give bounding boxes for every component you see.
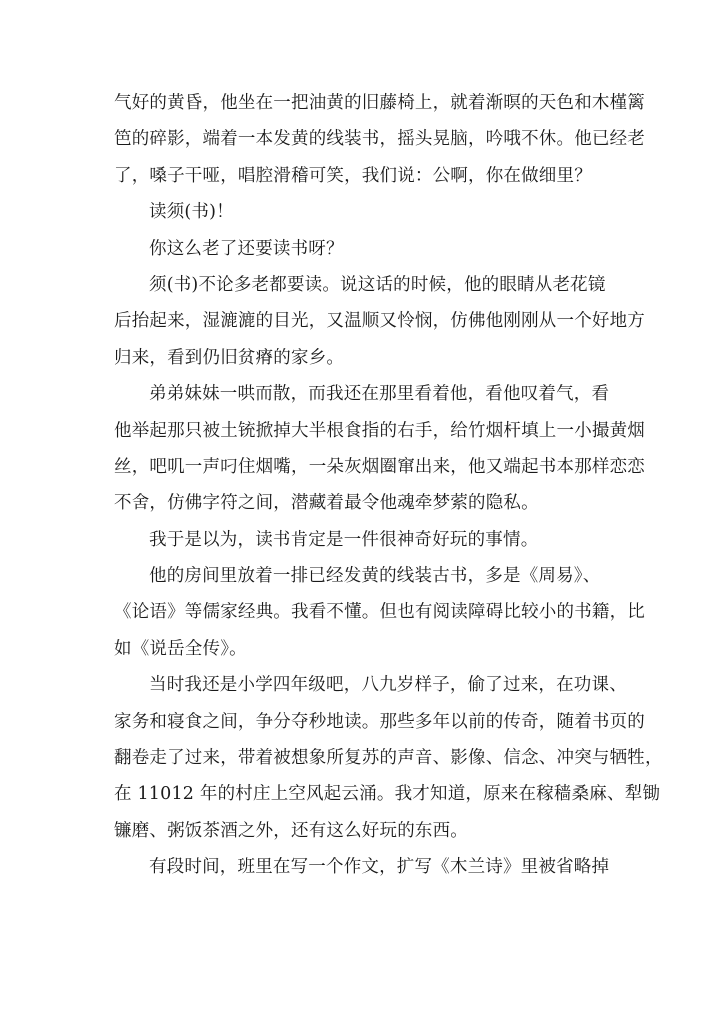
text-line: 归来，看到仍旧贫瘠的家乡。 [114,347,345,368]
text-line: 你这么老了还要读书呀？ [149,238,344,259]
text-line: 翻卷走了过来，带着被想象所复苏的声音、影像、信念、冲突与牺牲， [114,748,663,769]
text-line: 当时我还是小学四年级吧，八九岁样子，偷了过来，在功课、 [149,675,627,696]
text-line: 不舍，仿佛字符之间，潜藏着最令他魂牵梦萦的隐私。 [114,493,539,514]
paragraph [114,558,645,667]
text-line: 读须(书)！ [149,202,234,223]
document-body [114,85,663,886]
text-line: 笆的碎影，端着一本发黄的线装书，摇头晃脑，吟哦不休。他已经老 [114,129,645,150]
text-line: 在 11012 年的村庄上空风起云涌。我才知道，原来在稼穑桑麻、犁锄 [114,784,661,805]
text-line: 弟弟妹妹一哄而散，而我还在那里看着他，看他叹着气，看 [149,384,610,405]
paragraph [114,85,645,194]
text-line: 我于是以为，读书肯定是一件很神奇好玩的事情。 [149,529,539,550]
paragraph [114,376,645,522]
text-line: 如《说岳全传》。 [114,638,247,659]
text-line: 他的房间里放着一排已经发黄的线装古书，多是《周易》、 [149,566,601,587]
text-line: 丝，吧叽一声叼住烟嘴，一朵灰烟圈窜出来，他又端起书本那样恋恋 [114,456,645,477]
paragraph [114,231,614,267]
paragraph [114,522,614,558]
paragraph [114,267,645,376]
text-line: 须(书)不论多老都要读。说这话的时候，他的眼睛从老花镜 [149,274,606,295]
text-line: 后抬起来，湿漉漉的目光，又温顺又怜悯，仿佛他刚刚从一个好地方 [114,311,645,332]
paragraph [114,194,614,230]
text-line: 有段时间，班里在写一个作文，扩写《木兰诗》里被省略掉 [149,857,610,878]
text-line: 镰磨、粥饭茶酒之外，还有这么好玩的东西。 [114,820,468,841]
text-line: 《论语》等儒家经典。我看不懂。但也有阅读障碍比较小的书籍，比 [114,602,645,623]
text-line: 了，嗓子干哑，唱腔滑稽可笑，我们说：公啊，你在做细里？ [114,165,592,186]
paragraph [114,849,614,885]
text-line: 气好的黄昏，他坐在一把油黄的旧藤椅上，就着渐暝的天色和木槿篱 [114,93,645,113]
text-line: 家务和寝食之间，争分夺秒地读。那些多年以前的传奇，随着书页的 [114,711,645,732]
paragraph [114,667,663,849]
text-line: 他举起那只被土铳掀掉大半根食指的右手，给竹烟杆填上一小撮黄烟 [114,420,645,441]
